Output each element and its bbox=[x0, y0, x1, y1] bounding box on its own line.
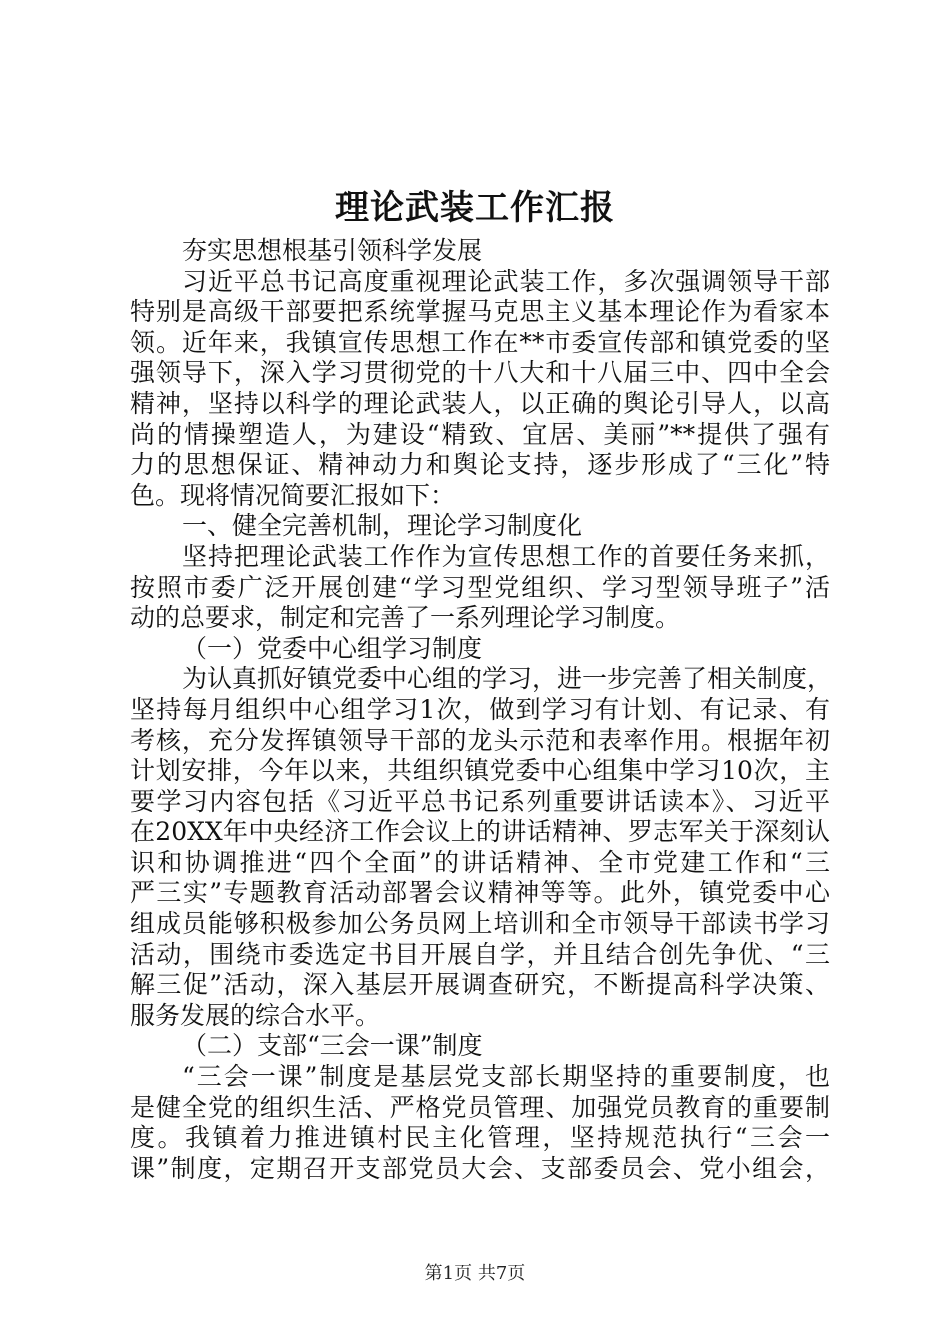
text-line: 坚持每月组织中心组学习1次，做到学习有计划、有记录、有 bbox=[130, 694, 830, 724]
text-line: 特别是高级干部要把系统掌握马克思主义基本理论作为看家本 bbox=[130, 297, 830, 327]
text-line: 是健全党的组织生活、严格党员管理、加强党员教育的重要制 bbox=[130, 1092, 830, 1122]
text-line: 力的思想保证、精神动力和舆论支持，逐步形成了“三化”特 bbox=[130, 450, 830, 480]
text-line: 精神，坚持以科学的理论武装人，以正确的舆论引导人，以高 bbox=[130, 388, 830, 418]
text-line: “三会一课”制度是基层党支部长期坚持的重要制度，也 bbox=[182, 1062, 830, 1092]
text-line: 动的总要求，制定和完善了一系列理论学习制度。 bbox=[130, 603, 681, 633]
text-line: 领。近年来，我镇宣传思想工作在**市委宣传部和镇党委的坚 bbox=[130, 327, 830, 357]
text-line: 色。现将情况简要汇报如下： bbox=[130, 480, 456, 510]
text-line: 按照市委广泛开展创建“学习型党组织、学习型领导班子”活 bbox=[130, 572, 830, 602]
text-line: 考核，充分发挥镇领导干部的龙头示范和表率作用。根据年初 bbox=[130, 725, 830, 755]
text-line: 服务发展的综合水平。 bbox=[130, 1000, 381, 1030]
text-line: 尚的情操塑造人，为建设“精致、宜居、美丽”**提供了强有 bbox=[130, 419, 830, 449]
text-line: 在20XX年中央经济工作会议上的讲话精神、罗志军关于深刻认 bbox=[130, 817, 830, 847]
text-line: 识和协调推进“四个全面”的讲话精神、全市党建工作和“三 bbox=[130, 847, 830, 877]
text-line: 一、健全完善机制，理论学习制度化 bbox=[182, 511, 583, 541]
text-line: 组成员能够积极参加公务员网上培训和全市领导干部读书学习 bbox=[130, 909, 830, 939]
text-line: 严三实”专题教育活动部署会议精神等等。此外，镇党委中心 bbox=[130, 878, 830, 908]
document-title: 理论武装工作汇报 bbox=[335, 188, 615, 228]
text-line: 坚持把理论武装工作作为宣传思想工作的首要任务来抓， bbox=[182, 541, 830, 571]
text-line: 为认真抓好镇党委中心组的学习，进一步完善了相关制度， bbox=[182, 664, 833, 694]
text-line: 计划安排，今年以来，共组织镇党委中心组集中学习10次，主 bbox=[130, 756, 830, 786]
text-line: （二）支部“三会一课”制度 bbox=[182, 1031, 483, 1061]
text-line: 要学习内容包括《习近平总书记系列重要讲话读本》、习近平 bbox=[130, 786, 830, 816]
page-footer: 第1页 共7页 bbox=[424, 1263, 526, 1284]
text-line: 活动，围绕市委选定书目开展自学，并且结合创先争优、“三 bbox=[130, 939, 830, 969]
text-line: 强领导下，深入学习贯彻党的十八大和十八届三中、四中全会 bbox=[130, 358, 830, 388]
text-line: 度。我镇着力推进镇村民主化管理，坚持规范执行“三会一 bbox=[130, 1123, 830, 1153]
text-line: 解三促”活动，深入基层开展调查研究，不断提高科学决策、 bbox=[130, 970, 830, 1000]
text-line: 习近平总书记高度重视理论武装工作，多次强调领导干部 bbox=[182, 266, 830, 296]
text-line: （一）党委中心组学习制度 bbox=[182, 633, 483, 663]
document-body bbox=[130, 236, 833, 1184]
text-line: 夯实思想根基引领科学发展 bbox=[182, 236, 483, 265]
text-line: 课”制度，定期召开支部党员大会、支部委员会、党小组会， bbox=[130, 1153, 830, 1183]
